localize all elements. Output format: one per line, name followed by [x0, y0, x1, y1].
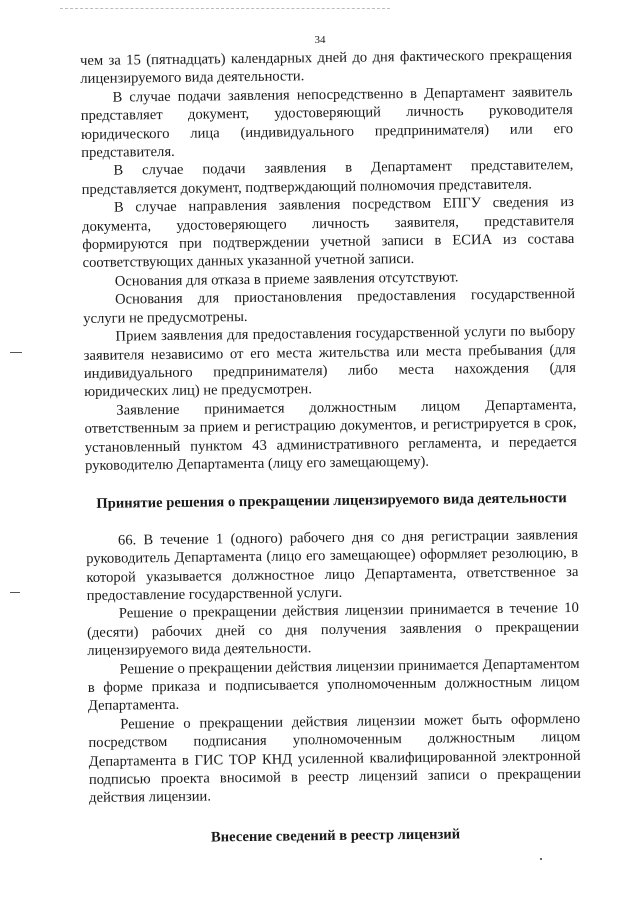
paragraph: Решение о прекращении действия лицензии принимается в течение 10 (десяти) рабочих дней со дня получения заявления о прекращении лицензируемого вида деятельности. [86, 600, 580, 660]
section-heading: Внесение сведений в реестр лицензий [210, 826, 461, 846]
scan-dot [540, 858, 542, 860]
document-body [80, 46, 582, 866]
paragraph: Основания для приостановления предоставления государственной услуги не предусмотрены. [83, 286, 576, 327]
section-heading: Принятие решения о прекращении лицензируемого вида деятельности [96, 490, 567, 513]
paragraph: Заявление принимается должностным лицом Департамента, ответственным за прием и регистрацию документов, и регистрируется в срок, установленный пунктом 43 административного регламента, и передается руководителю Департамента (лицу его замещающему). [84, 396, 577, 474]
paragraph: В случае подачи заявления непосредственно в Департамент заявитель представляет документ, удостоверяющий личность руководителя юридического лица (индивидуального предпринимателя) или его представителя. [80, 83, 574, 162]
paragraph: Прием заявления для предоставления государственной услуги по выбору заявителя независимо от его места жительства или места пребывания (для индивидуального предпринимателя) либо места нахождения (для юридических лиц) не предусмотрен. [83, 323, 576, 401]
scan-edge-line [60, 8, 390, 9]
paragraph: Решение о прекращении действия лицензии может быть оформлено посредством подписания уполномоченным должностным лицом Департамента в ГИС ТОР КНД усиленной квалифицированной электронной подписью проекта вносимой в реестр лицензий записи о прекращении действия лицензии. [88, 710, 581, 807]
paragraph: В случае направления заявления посредством ЕПГУ сведения из документа, удостоверяющего личность заявителя, представителя формируются при подтверждении учетной записи в ЕСИА из состава соответствующих данных указанной учетной записи. [82, 194, 575, 272]
scan-mark [10, 592, 20, 593]
paragraph: Основания для отказа в приеме заявления отсутствуют. [114, 269, 459, 290]
paragraph: чем за 15 (пятнадцать) календарных дней до дня фактического прекращения лицензируемого вида деятельности. [80, 46, 573, 88]
paragraph: 66. В течение 1 (одного) рабочего дня со дня регистрации заявления руководитель Департамента (лицо его замещающее) оформляет резолюцию, в которой указывается должностное лицо Департамента, ответственное за предоставление государственной услуги. [86, 526, 579, 604]
page-number: 34 [314, 34, 326, 46]
scan-mark [10, 352, 22, 353]
paragraph: Решение о прекращении действия лицензии принимается Департаментом в форме приказа и подписывается уполномоченным должностным лицом Департамента. [87, 655, 580, 715]
paragraph: В случае подачи заявления в Департамент представителем, представляется документ, подтверждающий полномочия представителя. [81, 157, 574, 198]
